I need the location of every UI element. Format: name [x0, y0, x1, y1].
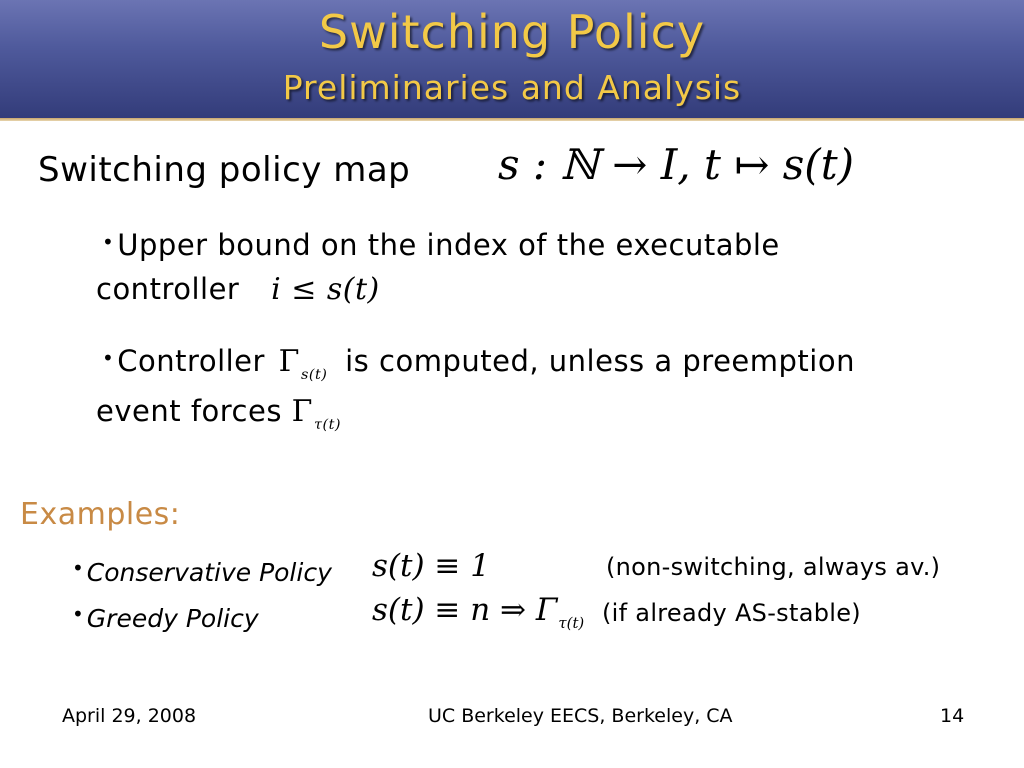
- bullet-dot: •: [102, 346, 115, 370]
- greedy-note: (if already AS-stable): [602, 599, 861, 627]
- bullet-text: controller: [96, 272, 240, 306]
- gamma-tau-formula: $\Gamma_{\tau(t)}$: [291, 394, 341, 433]
- header-divider: [0, 118, 1024, 121]
- bullet-text: is computed, unless a preemption: [345, 344, 855, 378]
- example-conservative: [72, 552, 332, 589]
- bullet-text: event forces: [96, 394, 282, 428]
- gamma-s-formula: $\Gamma_{s(t)}$: [278, 344, 328, 383]
- bullet-text: Controller: [117, 344, 265, 378]
- switching-map-formula: s : ℕ → I, t ↦ s(t): [498, 140, 854, 189]
- bullet-upper-bound: [96, 220, 780, 312]
- example-greedy: [72, 598, 259, 635]
- bullet-dot: •: [102, 230, 115, 254]
- switching-map-label: Switching policy map: [38, 150, 411, 190]
- conservative-formula: s(t) ≡ 1: [372, 548, 490, 584]
- slide-subtitle: Preliminaries and Analysis: [282, 68, 742, 107]
- footer-organization: UC Berkeley EECS, Berkeley, CA: [428, 705, 733, 727]
- bound-formula: i ≤ s(t): [271, 272, 380, 307]
- footer-date: April 29, 2008: [62, 705, 197, 727]
- examples-heading: Examples:: [20, 497, 181, 532]
- slide-title: Switching Policy: [318, 5, 706, 59]
- page-number: 14: [940, 705, 965, 727]
- policy-name: Greedy Policy: [86, 604, 259, 633]
- bullet-controller: [96, 336, 855, 439]
- conservative-note: (non-switching, always av.): [606, 553, 941, 581]
- bullet-dot: •: [72, 602, 84, 626]
- bullet-dot: •: [72, 556, 84, 580]
- policy-name: Conservative Policy: [86, 558, 332, 587]
- title-bar: [0, 0, 1024, 118]
- greedy-formula: s(t) ≡ n ⇒ $\Gamma_{\tau(t)}$: [372, 592, 585, 633]
- bullet-text: Upper bound on the index of the executable: [117, 228, 780, 262]
